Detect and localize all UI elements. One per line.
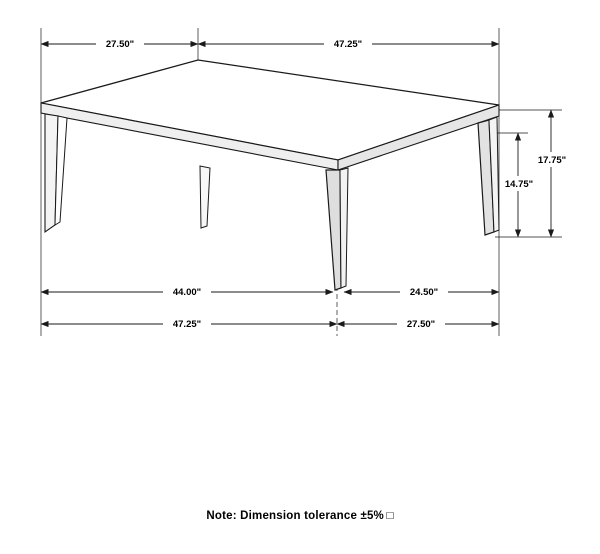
dimension-label-top-right-width: 47.25" (333, 39, 363, 50)
dimension-label-top-left-width: 27.50" (105, 39, 135, 50)
dimension-label-base-right-span: 27.50" (406, 319, 436, 330)
dimension-label-lower-right-span: 24.50" (409, 287, 439, 298)
table-top-surface (41, 60, 499, 160)
tolerance-note: Note: Dimension tolerance ±5% □ (206, 510, 394, 522)
dimension-label-leg-height: 14.75" (504, 179, 534, 190)
leg-rear-center (200, 166, 210, 228)
leg-front-center (326, 170, 341, 290)
coffee-table-illustration (41, 60, 499, 290)
leg-front-center-inner-face (340, 168, 348, 288)
dimension-label-lower-left-span: 44.00" (172, 287, 202, 298)
dimension-label-base-left-span: 47.25" (172, 319, 202, 330)
dimension-label-overall-height: 17.75" (537, 155, 567, 166)
